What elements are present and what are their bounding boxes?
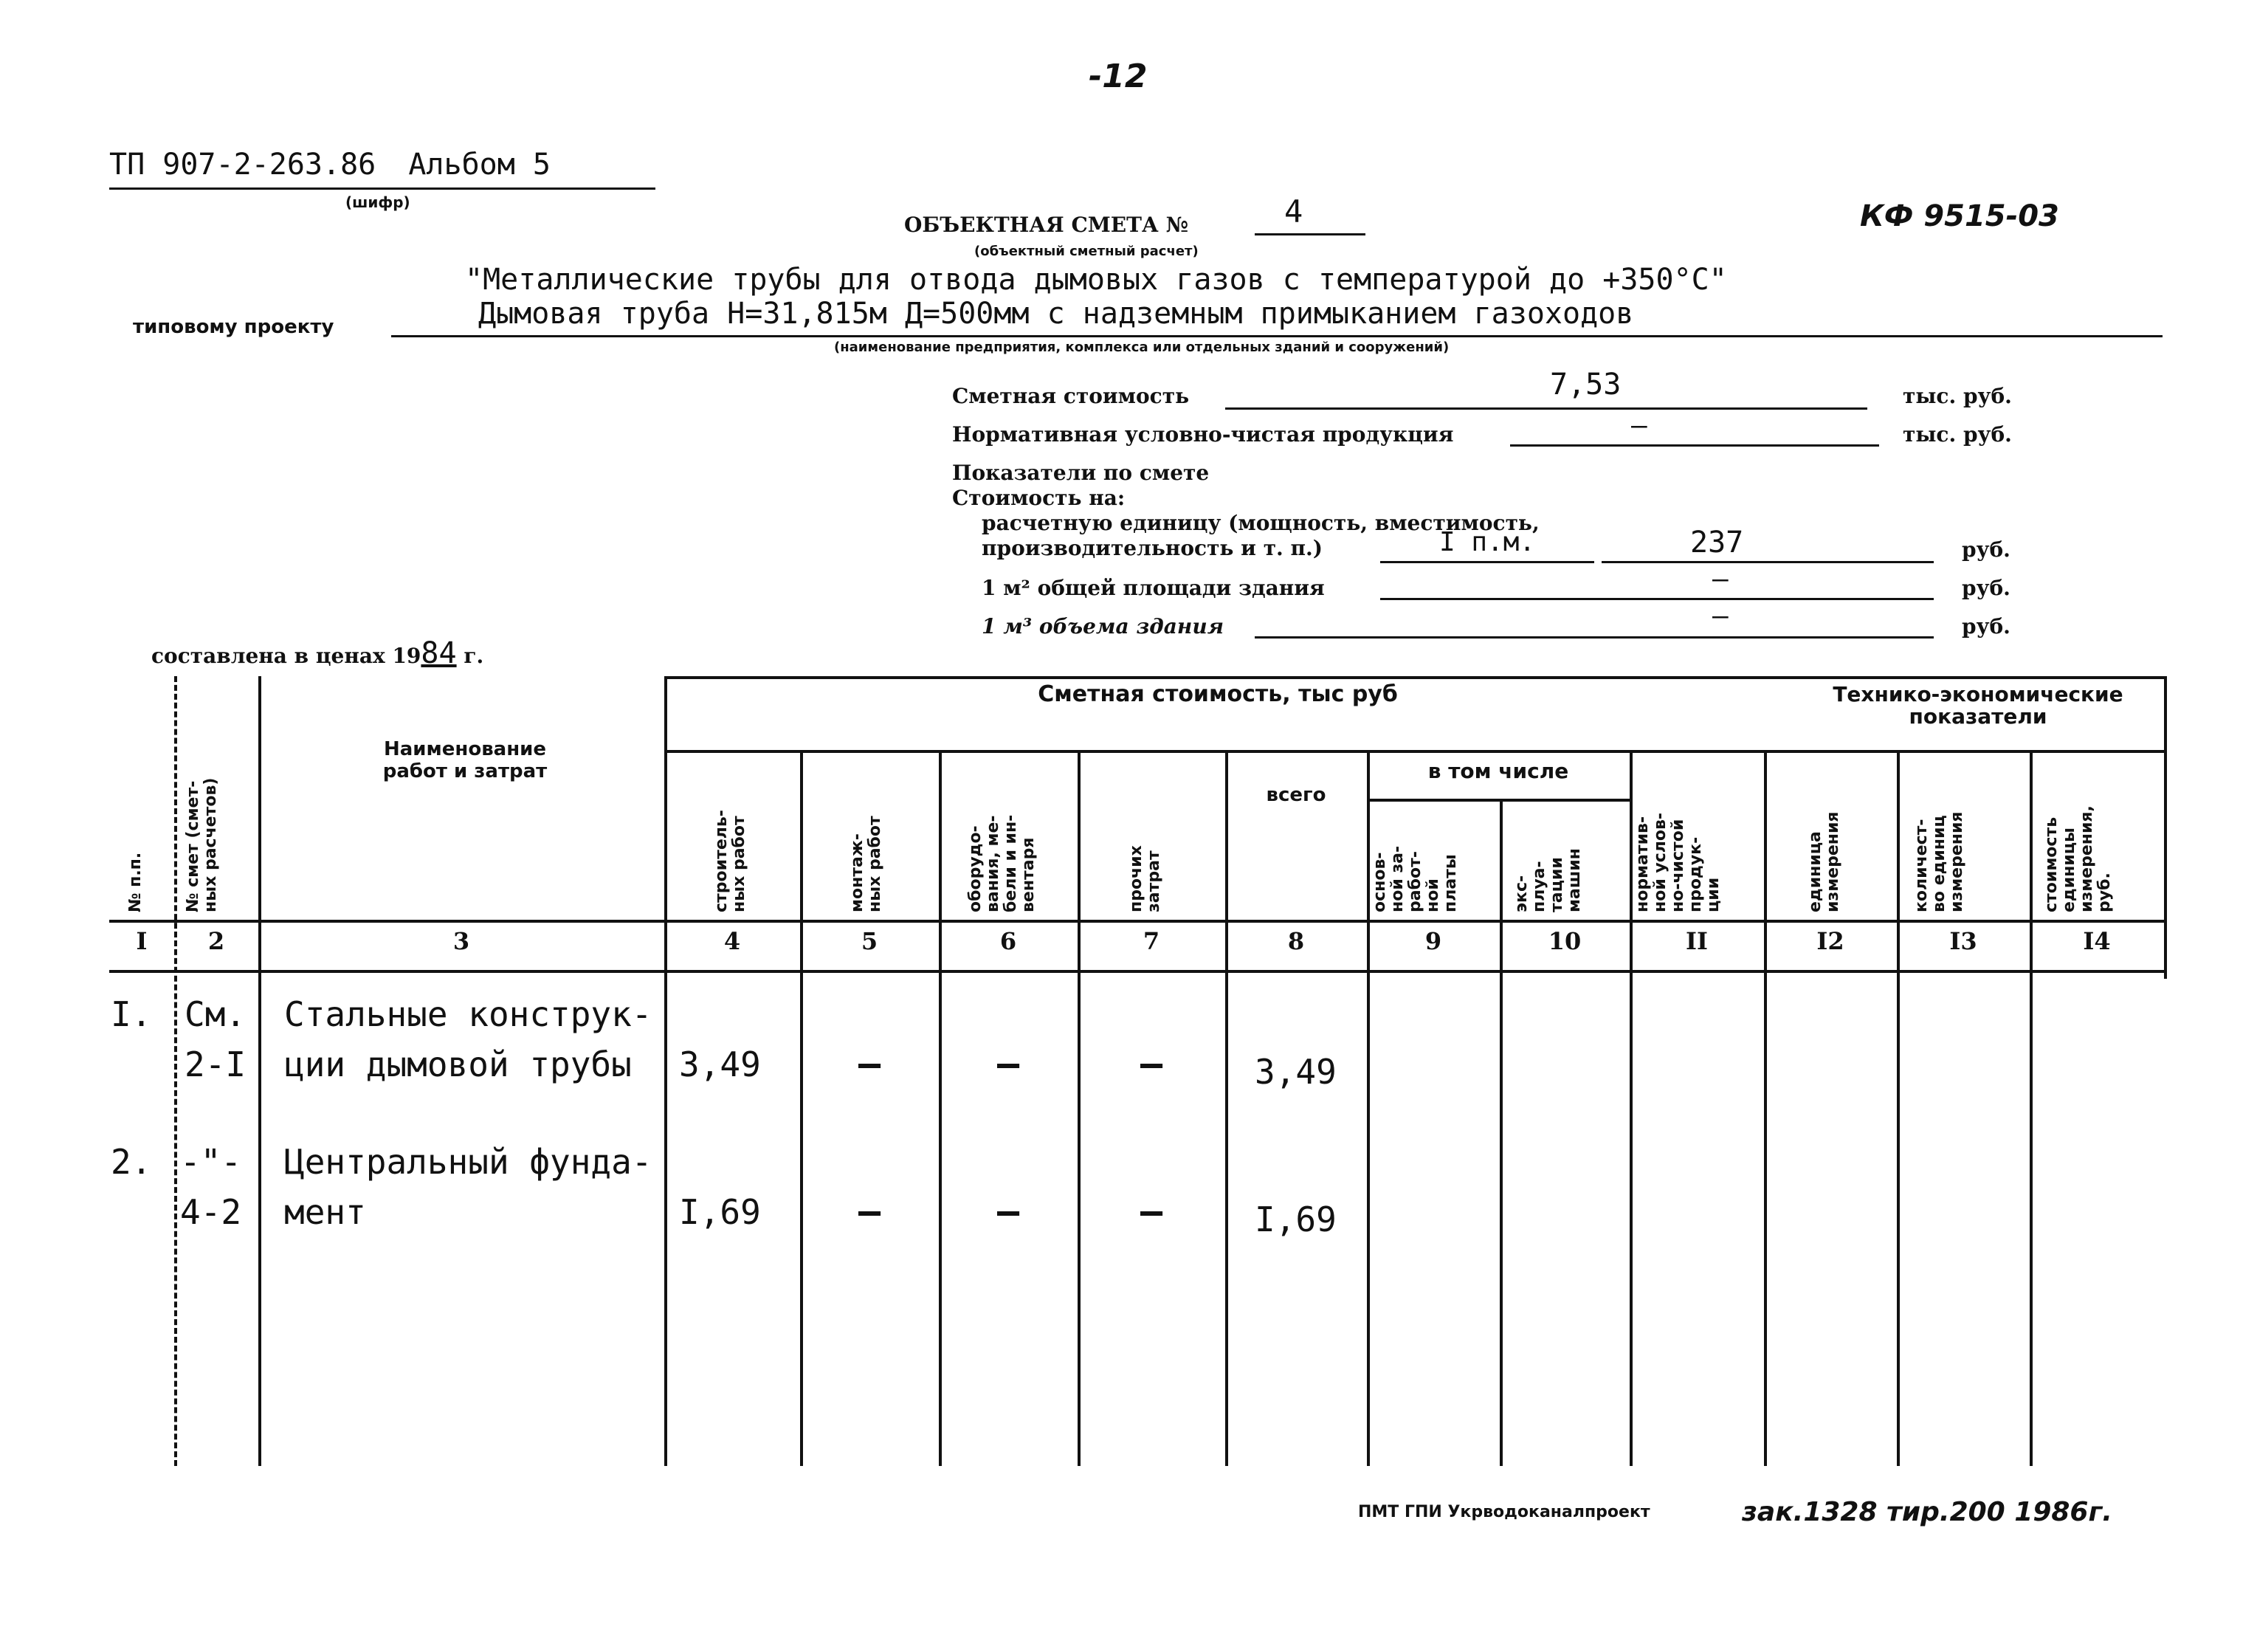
estimated-cost-underline	[1225, 407, 1867, 410]
row-1-other: –	[1140, 1042, 1163, 1085]
header-col-13: количест- во единиц измерения	[1912, 811, 1966, 912]
unit-label-line-1: расчетную единицу (мощность, вместимость,	[982, 511, 1540, 535]
order-footer: зак.1328 тир.200 1986г.	[1742, 1497, 2112, 1527]
col-border-1	[174, 676, 177, 1466]
column-numbers-bottom	[109, 970, 2167, 973]
project-label: типовому проекту	[133, 316, 334, 338]
col-border-9	[1500, 799, 1503, 1466]
row-1-construction: 3,49	[679, 1044, 761, 1084]
header-col-11: норматив- ной услов- но-чистой продук- ции	[1633, 812, 1723, 912]
normative-currency: тыс. руб.	[1903, 422, 2012, 447]
prices-year: 84	[421, 636, 457, 670]
estimate-number-underline	[1255, 233, 1365, 235]
col-number-7: 7	[1143, 927, 1160, 955]
area-currency: руб.	[1962, 576, 2010, 600]
object-name-line-1: "Металлические трубы для отвода дымовых газов с температурой до +350°С"	[465, 263, 1727, 297]
header-col-8: всего	[1266, 784, 1326, 806]
unit-label-line-2: производительность и т. п.)	[982, 536, 1323, 560]
row-2-equipment: –	[996, 1190, 1020, 1233]
col-border-5	[939, 750, 942, 1466]
volume-value: –	[1712, 601, 1729, 631]
header-col-2: № смет (смет- ных расчетов)	[184, 777, 220, 912]
row-2-other: –	[1140, 1190, 1163, 1233]
volume-currency: руб.	[1962, 614, 2010, 639]
estimated-cost-value: 7,53	[1550, 368, 1622, 402]
prices-line	[151, 636, 483, 670]
col-number-9: 9	[1424, 927, 1442, 955]
normative-value: –	[1631, 410, 1647, 441]
tech-group-header: Технико-экономические показатели	[1833, 682, 2123, 729]
album-label: Альбом 5	[408, 148, 551, 182]
col-number-4: 4	[723, 927, 741, 955]
including-header: в том числе	[1427, 759, 1569, 783]
header-col-14: стоимость единицы измерения, руб.	[2042, 805, 2114, 912]
indicators-label: Показатели по смете	[952, 461, 1210, 485]
area-underline	[1380, 598, 1934, 600]
row-1-equipment: –	[996, 1042, 1020, 1085]
col-number-2: 2	[207, 927, 225, 955]
header-col-6: оборудо- вания, ме- бели и ин- вентаря	[966, 814, 1038, 912]
header-col-3: Наименование работ и затрат	[382, 738, 548, 782]
col-number-8: 8	[1287, 927, 1305, 955]
header-col-5: монтаж- ных работ	[848, 816, 884, 912]
col-border-4	[800, 750, 803, 1466]
col-border-10	[1630, 750, 1633, 1466]
row-1-total: 3,49	[1255, 1052, 1337, 1092]
row-1-number: I.	[111, 994, 152, 1034]
unit-name-underline	[1380, 561, 1594, 563]
row-1-reference: См. 2-I	[185, 994, 247, 1084]
col-border-6	[1078, 750, 1081, 1466]
prices-suffix: г.	[464, 644, 484, 668]
area-value: –	[1712, 564, 1729, 594]
col-number-13: I3	[1949, 927, 1977, 955]
header-col-4: строитель- ных работ	[712, 810, 748, 912]
table-header-bottom	[109, 920, 2167, 923]
document-code	[109, 148, 551, 182]
stamp-code: КФ 9515-03	[1860, 199, 2059, 233]
row-2-reference: -"- 4-2	[180, 1142, 242, 1232]
object-name-underline	[391, 335, 2163, 337]
cost-for-label: Стоимость на:	[952, 486, 1126, 510]
volume-label: 1 м³ объема здания	[982, 614, 1224, 639]
unit-value-underline	[1602, 561, 1934, 563]
table-subheader-border	[664, 750, 2167, 753]
normative-underline	[1510, 444, 1879, 447]
unit-currency: руб.	[1962, 537, 2010, 562]
cipher-caption: (шифр)	[345, 193, 410, 211]
col-number-1: I	[136, 927, 148, 955]
row-1-mounting: –	[858, 1042, 881, 1085]
normative-label: Нормативная условно-чистая продукция	[952, 422, 1454, 447]
cost-group-header: Сметная стоимость, тыс руб	[1038, 681, 1398, 707]
col-number-14: I4	[2083, 927, 2111, 955]
header-col-9: основ- ной за- работ- ной платы	[1371, 845, 1460, 912]
header-col-12: единица измерения	[1806, 811, 1842, 912]
col-number-11: II	[1686, 927, 1708, 955]
estimate-title: ОБЪЕКТНАЯ СМЕТА №	[904, 213, 1188, 237]
col-number-6: 6	[999, 927, 1017, 955]
row-2-construction: I,69	[679, 1192, 761, 1232]
document-code-underline	[109, 187, 655, 190]
document-code-text: ТП 907-2-263.86	[109, 148, 376, 182]
object-name-line-2: Дымовая труба Н=31,815м Д=500мм с надземным примыканием газоходов	[478, 297, 1634, 331]
publisher-footer: ПМТ ГПИ Укрводоканалпроект	[1358, 1503, 1650, 1521]
page-number: -12	[1089, 58, 1148, 95]
col-border-8	[1367, 750, 1370, 1466]
col-border-11	[1764, 750, 1767, 1466]
unit-value: 237	[1690, 526, 1744, 560]
col-number-3: 3	[452, 927, 470, 955]
header-col-10: экс- плуа- тации машин	[1512, 848, 1584, 912]
area-label: 1 м² общей площади здания	[982, 576, 1325, 600]
col-border-12	[1897, 750, 1900, 1466]
row-1-name: Стальные конструк- ции дымовой трубы	[284, 994, 652, 1084]
col-number-12: I2	[1816, 927, 1844, 955]
col-border-2	[258, 676, 261, 1466]
col-border-7	[1225, 750, 1228, 1466]
row-2-number: 2.	[111, 1142, 152, 1182]
table-top-border	[664, 676, 2167, 679]
object-caption: (наименование предприятия, комплекса или отдельных зданий и сооружений)	[834, 340, 1450, 355]
estimated-cost-currency: тыс. руб.	[1903, 384, 2012, 408]
prices-label: составлена в ценах 19	[151, 644, 421, 668]
col-number-10: 10	[1548, 927, 1582, 955]
col-border-14	[2164, 676, 2167, 979]
col-border-3	[664, 676, 667, 1466]
header-col-1: № п.п.	[126, 852, 145, 912]
row-2-total: I,69	[1255, 1200, 1337, 1239]
estimate-subtitle: (объектный сметный расчет)	[974, 244, 1199, 259]
col-border-13	[2030, 750, 2033, 1466]
estimate-number: 4	[1284, 193, 1303, 230]
unit-name: I п.м.	[1439, 527, 1536, 557]
estimated-cost-label: Сметная стоимость	[952, 384, 1190, 408]
row-2-mounting: –	[858, 1190, 881, 1233]
col-number-5: 5	[861, 927, 878, 955]
header-col-7: прочих затрат	[1127, 845, 1163, 912]
row-2-name: Центральный фунда- мент	[284, 1142, 652, 1232]
volume-underline	[1255, 636, 1934, 639]
